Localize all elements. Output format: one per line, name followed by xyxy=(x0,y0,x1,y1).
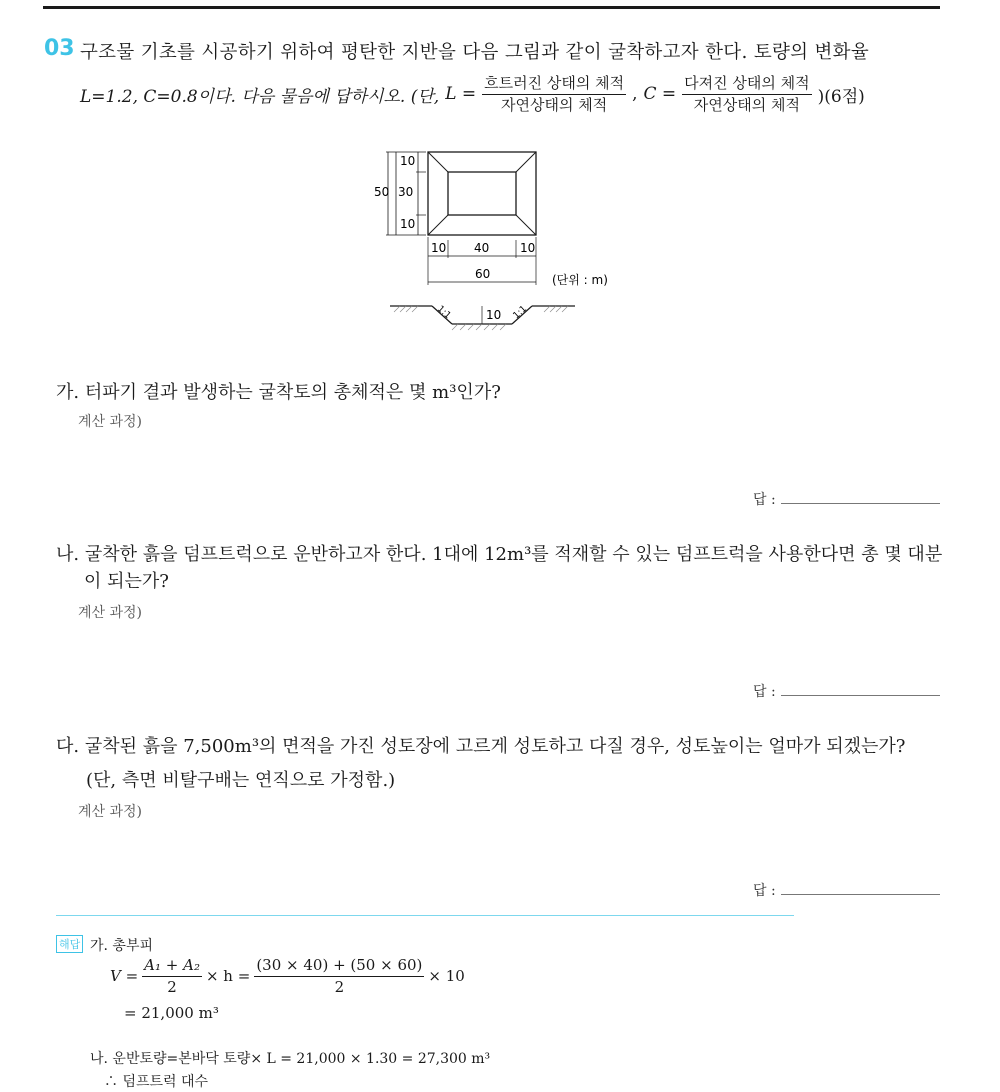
dim-bottom: 10 xyxy=(400,217,416,231)
dim-total-height: 50 xyxy=(374,185,390,199)
answer-label-b: 답 : xyxy=(753,684,776,700)
corner-line xyxy=(516,152,536,172)
eq-fraction-2-den: 2 xyxy=(334,977,345,996)
question-prefix: L=1.2, C=0.8이다. 다음 물음에 답하시오. (단, xyxy=(80,86,440,107)
eq-fraction-1 xyxy=(142,957,202,995)
eq-fraction-2-num: (30 × 40) + (50 × 60) xyxy=(254,957,424,977)
eq-fraction-2 xyxy=(254,957,424,995)
subquestion-b: 나. 굴착한 흙을 덤프트럭으로 운반하고자 한다. 1대에 12m³를 적재할 수 있는 덤프트럭을 사용한다면 총 몇 대분 xyxy=(56,544,943,565)
dim-right: 10 xyxy=(520,241,536,255)
subquestion-a: 가. 터파기 결과 발생하는 굴착토의 총체적은 몇 m³인가? xyxy=(56,382,501,403)
top-rule xyxy=(43,6,940,9)
c-denominator: 자연상태의 체적 xyxy=(693,95,800,114)
l-label: L = xyxy=(445,84,477,104)
c-label: C = xyxy=(643,84,677,104)
eq-fraction-1-den: 2 xyxy=(167,977,177,996)
l-denominator: 자연상태의 체적 xyxy=(501,95,608,114)
corner-line xyxy=(428,152,448,172)
dim-total-width: 60 xyxy=(475,267,491,281)
dim-top: 10 xyxy=(400,154,416,168)
corner-line xyxy=(428,215,448,235)
question-suffix: )(6점) xyxy=(817,86,865,107)
soil-hatching xyxy=(394,306,568,330)
l-numerator: 흐트러진 상태의 체적 xyxy=(482,75,626,95)
corner-line xyxy=(516,215,536,235)
eq-lhs: V = xyxy=(110,967,139,985)
solution-part-a-title: 가. 총부피 xyxy=(90,938,153,954)
calc-label-a: 계산 과정) xyxy=(78,414,143,430)
calc-label-b: 계산 과정) xyxy=(78,605,143,621)
depth-label: 10 xyxy=(486,308,502,322)
subquestion-c: 다. 굴착된 흙을 7,500m³의 면적을 가진 성토장에 고르게 성토하고 다질 경우, 성토높이는 얼마가 되겠는가? xyxy=(56,736,906,757)
slope-left-label: 1:1 xyxy=(435,304,453,322)
comma: , xyxy=(632,84,638,104)
question-number: 03 xyxy=(44,36,75,61)
question-line-2 xyxy=(80,75,865,113)
solution-part-b: 나. 운반토량=본바닥 토량× L = 21,000 × 1.30 = 27,300 m³ xyxy=(90,1051,491,1067)
solution-result-1: = 21,000 m³ xyxy=(124,1004,219,1022)
excavation-figure xyxy=(360,140,650,340)
question-line-1: 구조물 기초를 시공하기 위하여 평탄한 지반을 다음 그림과 같이 굴착하고자 한다. 토량의 변화율 xyxy=(80,42,870,63)
subquestion-b-cont: 이 되는가? xyxy=(84,571,169,592)
eq-tail: × 10 xyxy=(428,967,465,985)
l-fraction xyxy=(482,75,626,113)
solution-badge: 해답 xyxy=(56,935,83,953)
eq-fraction-1-num: A₁ + A₂ xyxy=(142,957,202,977)
unit-label: (단위 : m) xyxy=(552,273,608,287)
subquestion-c-cont: (단, 측면 비탈구배는 연직으로 가정함.) xyxy=(86,770,396,791)
outer-rect xyxy=(428,152,536,235)
answer-line-a[interactable] xyxy=(781,503,940,504)
solution-equation-1 xyxy=(110,957,465,995)
inner-rect xyxy=(448,172,516,215)
answer-line-c[interactable] xyxy=(781,894,940,895)
dim-mid: 30 xyxy=(398,185,414,199)
c-fraction xyxy=(682,75,811,113)
solution-part-b-sub: ∴ 덤프트럭 대수 xyxy=(104,1074,209,1090)
answer-label-a: 답 : xyxy=(753,492,776,508)
answer-label-c: 답 : xyxy=(753,883,776,899)
dim-left: 10 xyxy=(431,241,447,255)
c-numerator: 다져진 상태의 체적 xyxy=(682,75,811,95)
slope-right-label: 1:1 xyxy=(511,304,529,322)
dim-center: 40 xyxy=(474,241,490,255)
answer-line-b[interactable] xyxy=(781,695,940,696)
solution-divider xyxy=(56,915,794,916)
calc-label-c: 계산 과정) xyxy=(78,804,143,820)
eq-mid: × h = xyxy=(205,967,251,985)
